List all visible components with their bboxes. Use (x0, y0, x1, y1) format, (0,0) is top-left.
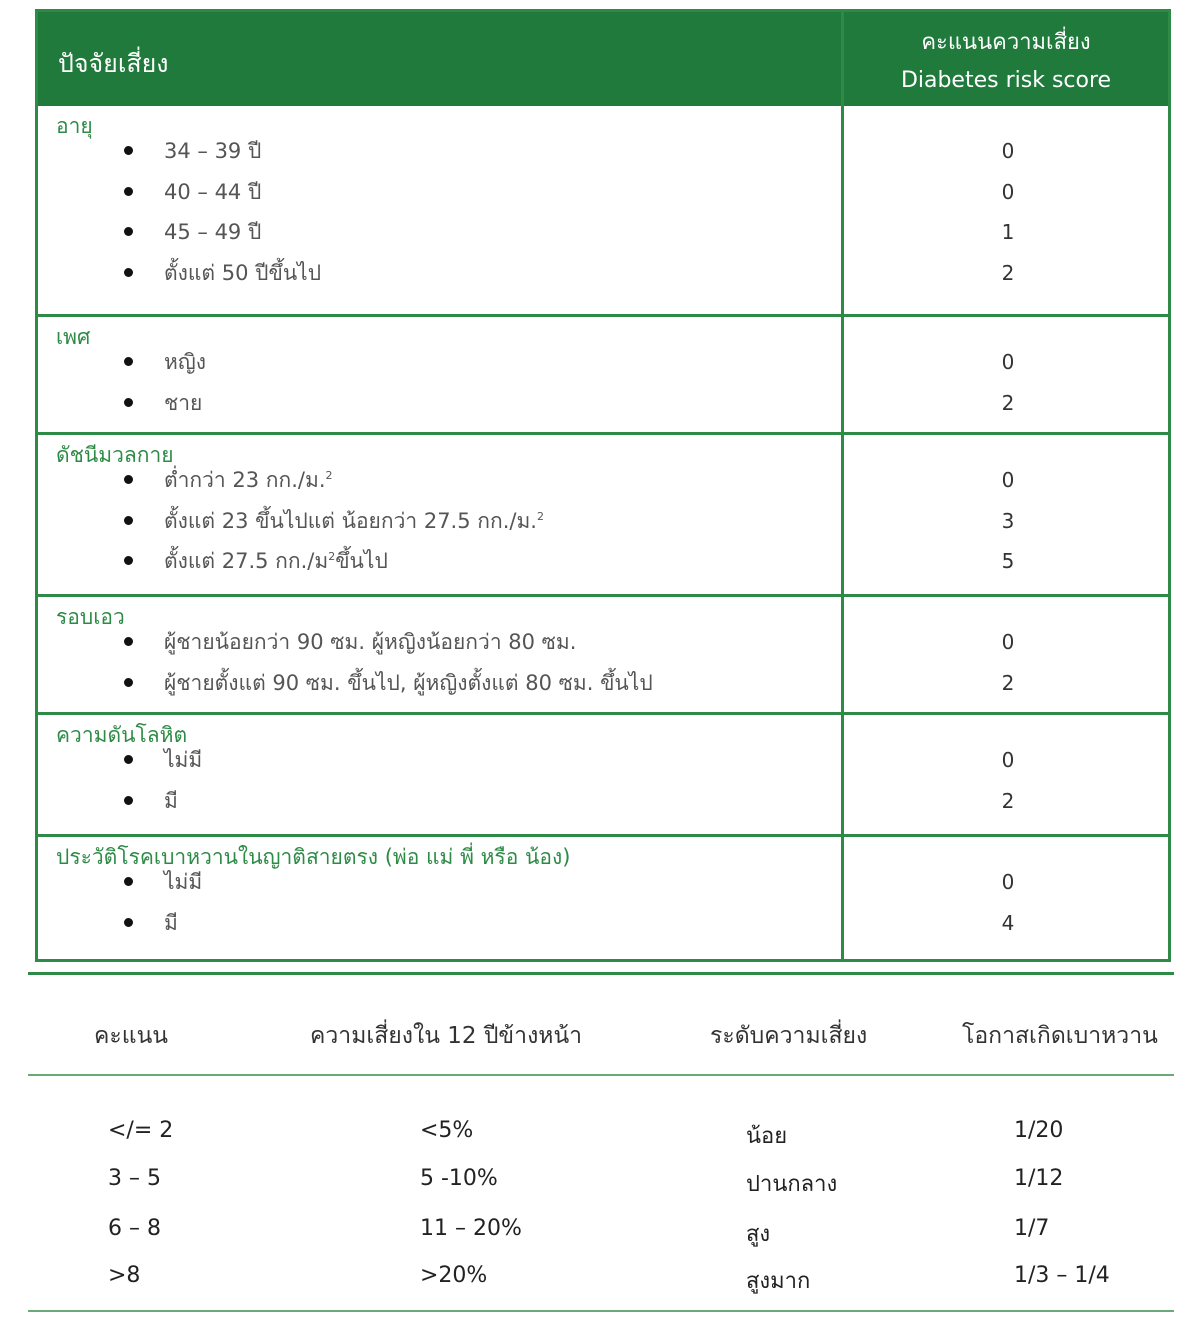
risk-item-score: 0 (1001, 468, 1015, 492)
bottom-rule (28, 1310, 1174, 1312)
risk-section-title: ความดันโลหิต (56, 723, 188, 747)
risk-item-text: ตั้งแต่ 23 ขึ้นไปแต่ น้อยกว่า 27.5 กก./ม. (164, 508, 537, 533)
risk-item-label (164, 626, 576, 659)
header-rule (28, 1074, 1174, 1076)
risk-section (38, 834, 1168, 962)
risk-item-text: 34 – 39 ปี (164, 139, 262, 163)
risk-section-title: รอบเอว (56, 605, 125, 629)
risk-level-cell: ปานกลาง (746, 1172, 838, 1197)
score-range-cell: 3 – 5 (108, 1166, 161, 1191)
risk-factor-header: ปัจจัยเสี่ยง (58, 49, 169, 78)
bullet-icon (124, 877, 133, 886)
risk-section (38, 594, 1168, 715)
risk-item-label (164, 176, 261, 209)
risk-item-label (164, 744, 202, 777)
risk-item (38, 251, 1168, 291)
header-diabetes-chance: โอกาสเกิดเบาหวาน (962, 1023, 1158, 1049)
risk-section-title: เพศ (56, 325, 91, 349)
risk-item (38, 129, 1168, 169)
risk-score-header (844, 24, 1168, 100)
risk-item-score: 2 (1001, 260, 1015, 285)
bullet-icon (124, 755, 133, 764)
bullet-icon (124, 637, 133, 646)
risk-item-score: 2 (1001, 788, 1015, 813)
risk-score-header-en: Diabetes risk score (900, 68, 1112, 93)
superscript: 2 (325, 469, 333, 482)
diabetes-chance-cell: 1/7 (1014, 1216, 1050, 1241)
bullet-icon (124, 556, 133, 565)
superscript: 2 (328, 550, 336, 563)
bullet-icon (124, 475, 133, 484)
risk-item (38, 738, 1168, 778)
risk-item (38, 620, 1168, 660)
risk-percent-cell: <5% (420, 1118, 474, 1143)
risk-item-score: 5 (1001, 549, 1015, 573)
risk-item-text: ผู้ชายน้อยกว่า 90 ซม. ผู้หญิงน้อยกว่า 80 ซม. (164, 630, 577, 654)
risk-item (38, 499, 1168, 539)
risk-table-header (38, 12, 1168, 106)
risk-item-score: 2 (1001, 670, 1015, 695)
risk-item-label (164, 866, 202, 899)
risk-item-score: 0 (1001, 870, 1015, 894)
risk-item-score: 3 (1001, 508, 1015, 533)
risk-item-text: ตั้งแต่ 50 ปีขึ้นไป (164, 260, 322, 285)
risk-item-label (164, 346, 206, 379)
diabetes-chance-cell: 1/3 – 1/4 (1014, 1263, 1110, 1288)
risk-item-label (164, 907, 178, 940)
risk-item (38, 860, 1168, 900)
header-12yr-risk: ความเสี่ยงใน 12 ปีข้างหน้า (310, 1023, 583, 1049)
interpretation-row (28, 1118, 1174, 1166)
bullet-icon (124, 918, 133, 927)
risk-item-text: 45 – 49 ปี (164, 220, 262, 244)
risk-item-label (164, 505, 544, 538)
risk-section-title: ประวัติโรคเบาหวานในญาติสายตรง (พ่อ แม่ พี่ หรือ น้อง) (56, 845, 571, 869)
risk-item-text: หญิง (164, 350, 206, 374)
risk-section-title: ดัชนีมวลกาย (56, 443, 174, 467)
risk-item-label (164, 387, 202, 420)
risk-item-label (164, 135, 261, 168)
risk-item-text: ผู้ชายตั้งแต่ 90 ซม. ขึ้นไป, ผู้หญิงตั้งแต่ 80 ซม. ขึ้นไป (164, 670, 653, 695)
risk-item-score: 0 (1001, 630, 1015, 654)
risk-item (38, 170, 1168, 210)
score-range-cell: 6 – 8 (108, 1216, 161, 1241)
risk-item (38, 661, 1168, 701)
diabetes-chance-cell: 1/20 (1014, 1118, 1064, 1143)
risk-item (38, 779, 1168, 819)
risk-item-text-suffix: ขึ้นไป (335, 549, 388, 573)
risk-item (38, 210, 1168, 250)
risk-item (38, 381, 1168, 421)
bullet-icon (124, 678, 133, 687)
risk-item-score: 0 (1001, 748, 1015, 772)
bullet-icon (124, 187, 133, 196)
risk-item-text: ชาย (164, 390, 203, 415)
superscript: 2 (536, 509, 544, 523)
risk-item-label (164, 257, 321, 290)
risk-item-label (164, 216, 261, 249)
risk-section (38, 432, 1168, 597)
risk-item-text: ไม่มี (164, 870, 203, 894)
risk-percent-cell: 11 – 20% (420, 1216, 522, 1241)
risk-section-title: อายุ (56, 114, 93, 138)
risk-level-cell: น้อย (746, 1124, 788, 1149)
risk-score-header-th: คะแนนความเสี่ยง (921, 30, 1091, 55)
risk-level-cell: สูง (746, 1222, 771, 1247)
risk-item-label (164, 667, 653, 700)
risk-factor-table (35, 9, 1171, 962)
risk-section (38, 106, 1168, 317)
header-score: คะแนน (94, 1023, 169, 1049)
risk-item-score: 0 (1001, 350, 1015, 374)
risk-item-text: ไม่มี (164, 748, 203, 772)
risk-item-text: มี (164, 788, 178, 813)
risk-item-score: 2 (1001, 390, 1015, 415)
risk-item-label (164, 464, 333, 497)
header-risk-level: ระดับความเสี่ยง (710, 1023, 868, 1049)
risk-item (38, 901, 1168, 941)
risk-percent-cell: >20% (420, 1263, 488, 1288)
interpretation-row (28, 1166, 1174, 1214)
risk-item (38, 340, 1168, 380)
score-interpretation-table (28, 972, 1174, 1314)
risk-section (38, 314, 1168, 435)
bullet-icon (124, 268, 133, 277)
score-range-cell: </= 2 (108, 1118, 174, 1143)
top-rule (28, 972, 1174, 975)
risk-item-score: 0 (1001, 179, 1015, 204)
risk-percent-cell: 5 -10% (420, 1166, 498, 1191)
score-range-cell: >8 (108, 1263, 141, 1288)
diabetes-chance-cell: 1/12 (1014, 1166, 1064, 1191)
bullet-icon (124, 398, 133, 407)
bullet-icon (124, 516, 133, 525)
interpretation-row (28, 1216, 1174, 1264)
risk-level-cell: สูงมาก (746, 1269, 811, 1294)
risk-item (38, 458, 1168, 498)
risk-item-text: มี (164, 910, 178, 935)
interpretation-row (28, 1263, 1174, 1311)
risk-item-text: 40 – 44 ปี (164, 179, 262, 204)
bullet-icon (124, 146, 133, 155)
column-divider (841, 12, 844, 959)
bullet-icon (124, 227, 133, 236)
bullet-icon (124, 796, 133, 805)
risk-item-score: 1 (1001, 220, 1015, 244)
risk-section (38, 712, 1168, 837)
risk-item-score: 0 (1001, 139, 1015, 163)
risk-item-label (164, 785, 178, 818)
bullet-icon (124, 357, 133, 366)
risk-item-score: 4 (1001, 910, 1015, 935)
risk-item-label (164, 545, 388, 578)
risk-item-text: ต่ำกว่า 23 กก./ม. (164, 468, 326, 492)
risk-item (38, 539, 1168, 579)
risk-item-text: ตั้งแต่ 27.5 กก./ม (164, 549, 329, 573)
